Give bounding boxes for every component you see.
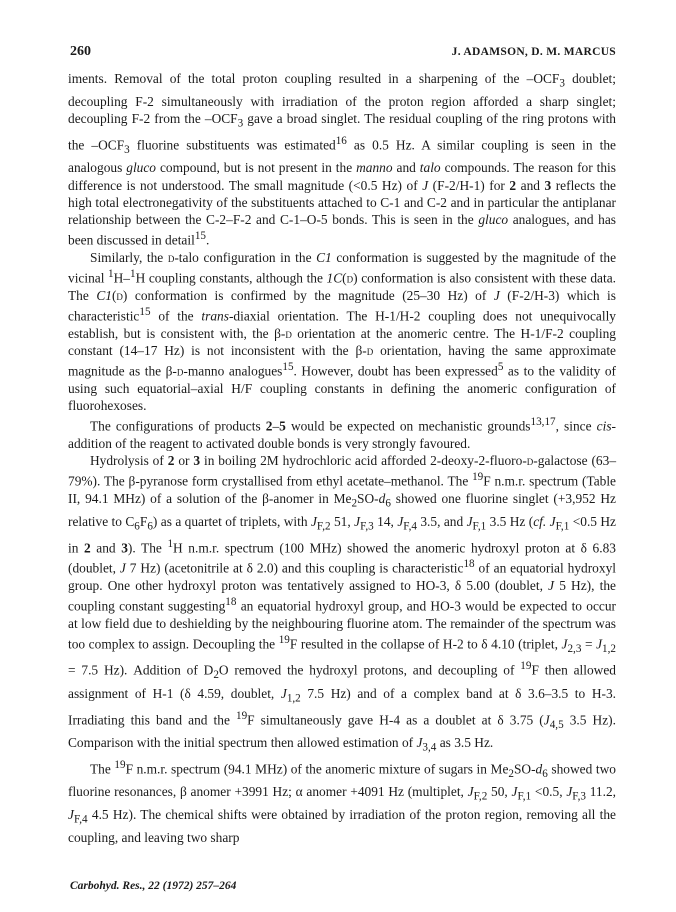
paragraph-3: The configurations of products 2–5 would be expected on mechanistic grounds$^{13,17}$, since cis-addition of the reagent to activated double bonds is very strongly favoured.	[68, 416, 616, 451]
page-number: 260	[70, 44, 91, 59]
article-body	[68, 70, 616, 846]
paragraph-1: iments. Removal of the total proton coupling resulted in a sharpening of the $-OCF_3$ doublet; decoupling F-2 simultaneously with irradiation of the proton region afforded a sharp singlet; decoupling F-2 from the $-OCF_3$ gave a broad singlet. The residual coupling of the ring protons with the $-OCF_3$ fluorine substituents was estimated$^{16}$ as 0.5 Hz. A similar coupling is seen in the analogous gluco compound, but is not present in the manno and talo compounds. The reason for this difference is not understood. The small magnitude (<0.5 Hz) of J (F-2/H-1) for 2 and 3 reflects the high total electronegativity of the substituents attached to C-1 and C-2 and in particular the antiplanar relationship between the C-2–F-2 and C-1–O-5 bonds. This is seen in the gluco analogues, and has been discussed in detail$^{15}$.	[68, 71, 617, 248]
running-header-authors: J. ADAMSON, D. M. MARCUS	[451, 46, 616, 58]
paragraph-2: Similarly, the d-talo configuration in the C1 conformation is suggested by the magnitude of the vicinal $^1$H–$^1$H coupling constants, although the 1C(d) conformation is also consistent with these data. The C1(d) conformation is confirmed by the magnitude (25–30 Hz) of J (F-2/H-3) which is characteristic$^{15}$ of the trans-diaxial orientation. The H-1/H-2 coupling does not unequivocally establish, but is consistent with, the β-d orientation at the anomeric centre. The H-1/F-2 coupling constant (14–17 Hz) is not inconsistent with the β-d orientation, having the same approximate magnitude as the β-d-manno analogues$^{15}$. However, doubt has been expressed$^5$ as to the validity of using such equatorial–axial H/F coupling constants in defining the anomeric configuration of fluorohexoses.	[68, 249, 617, 413]
journal-footer: Carbohyd. Res., 22 (1972) 257–264	[70, 880, 237, 892]
paragraph-4: Hydrolysis of 2 or 3 in boiling 2M hydrochloric acid afforded 2-deoxy-2-fluoro-d-galactose (63–79%). The β-pyranose form crystallised from ethyl acetate–methanol. The $^{19}$F n.m.r. spectrum (Table II, 94.1 MHz) of a solution of the β-anomer in $Me_2SO-d_6$ showed one fluorine singlet (+3,952 Hz relative to $C_6F_6$) as a quartet of triplets, with $J_{F,2}$ 51, $J_{F,3}$ 14, $J_{F,4}$ 3.5, and $J_{F,1}$ 3.5 Hz (cf. $J_{F,1} <0.5$ Hz in 2 and 3). The $^1$H n.m.r. spectrum (100 MHz) showed the anomeric hydroxyl proton at δ 6.83 (doublet, J 7 Hz) (acetonitrile at δ 2.0) and this coupling is characteristic$^{18}$ of an equatorial hydroxyl group. One other hydroxyl proton was tentatively assigned to HO-3, δ 5.00 (doublet, J 5 Hz), the coupling constant suggesting$^{18}$ an equatorial hydroxyl group, and HO-3 would be expected to occur at low field due to deshielding by the neighbouring fluorine atom. The remainder of the spectrum was too complex to assign. Decoupling the $^{19}$F resulted in the collapse of H-2 to δ 4.10 (triplet, $J_{2,3} = J_{1,2} = 7.5$ Hz). Addition of $D_2O$ removed the hydroxyl protons, and decoupling of $^{19}$F then allowed assignment of H-1 (δ 4.59, doublet, $J_{1,2}$ 7.5 Hz) and of a complex band at δ 3.6–3.5 to H-3. Irradiating this band and the $^{19}$F simultaneously gave H-4 as a doublet at δ 3.75 ($J_{4,5}$ 3.5 Hz). Comparison with the initial spectrum then allowed estimation of $J_{3,4}$ as 3.5 Hz.	[68, 452, 617, 754]
paragraph-5: The $^{19}$F n.m.r. spectrum (94.1 MHz) of the anomeric mixture of sugars in $Me_2SO-d_6$ showed two fluorine resonances, β anomer +3991 Hz; α anomer +4091 Hz (multiplet, $J_{F,2}$ 50, $J_{F,1} <0.5$, $J_{F,3}$ 11.2, $J_{F,4}$ 4.5 Hz). The chemical shifts were obtained by irradiation of the proton region, removing all the coupling, and leaving two sharp	[68, 758, 616, 845]
